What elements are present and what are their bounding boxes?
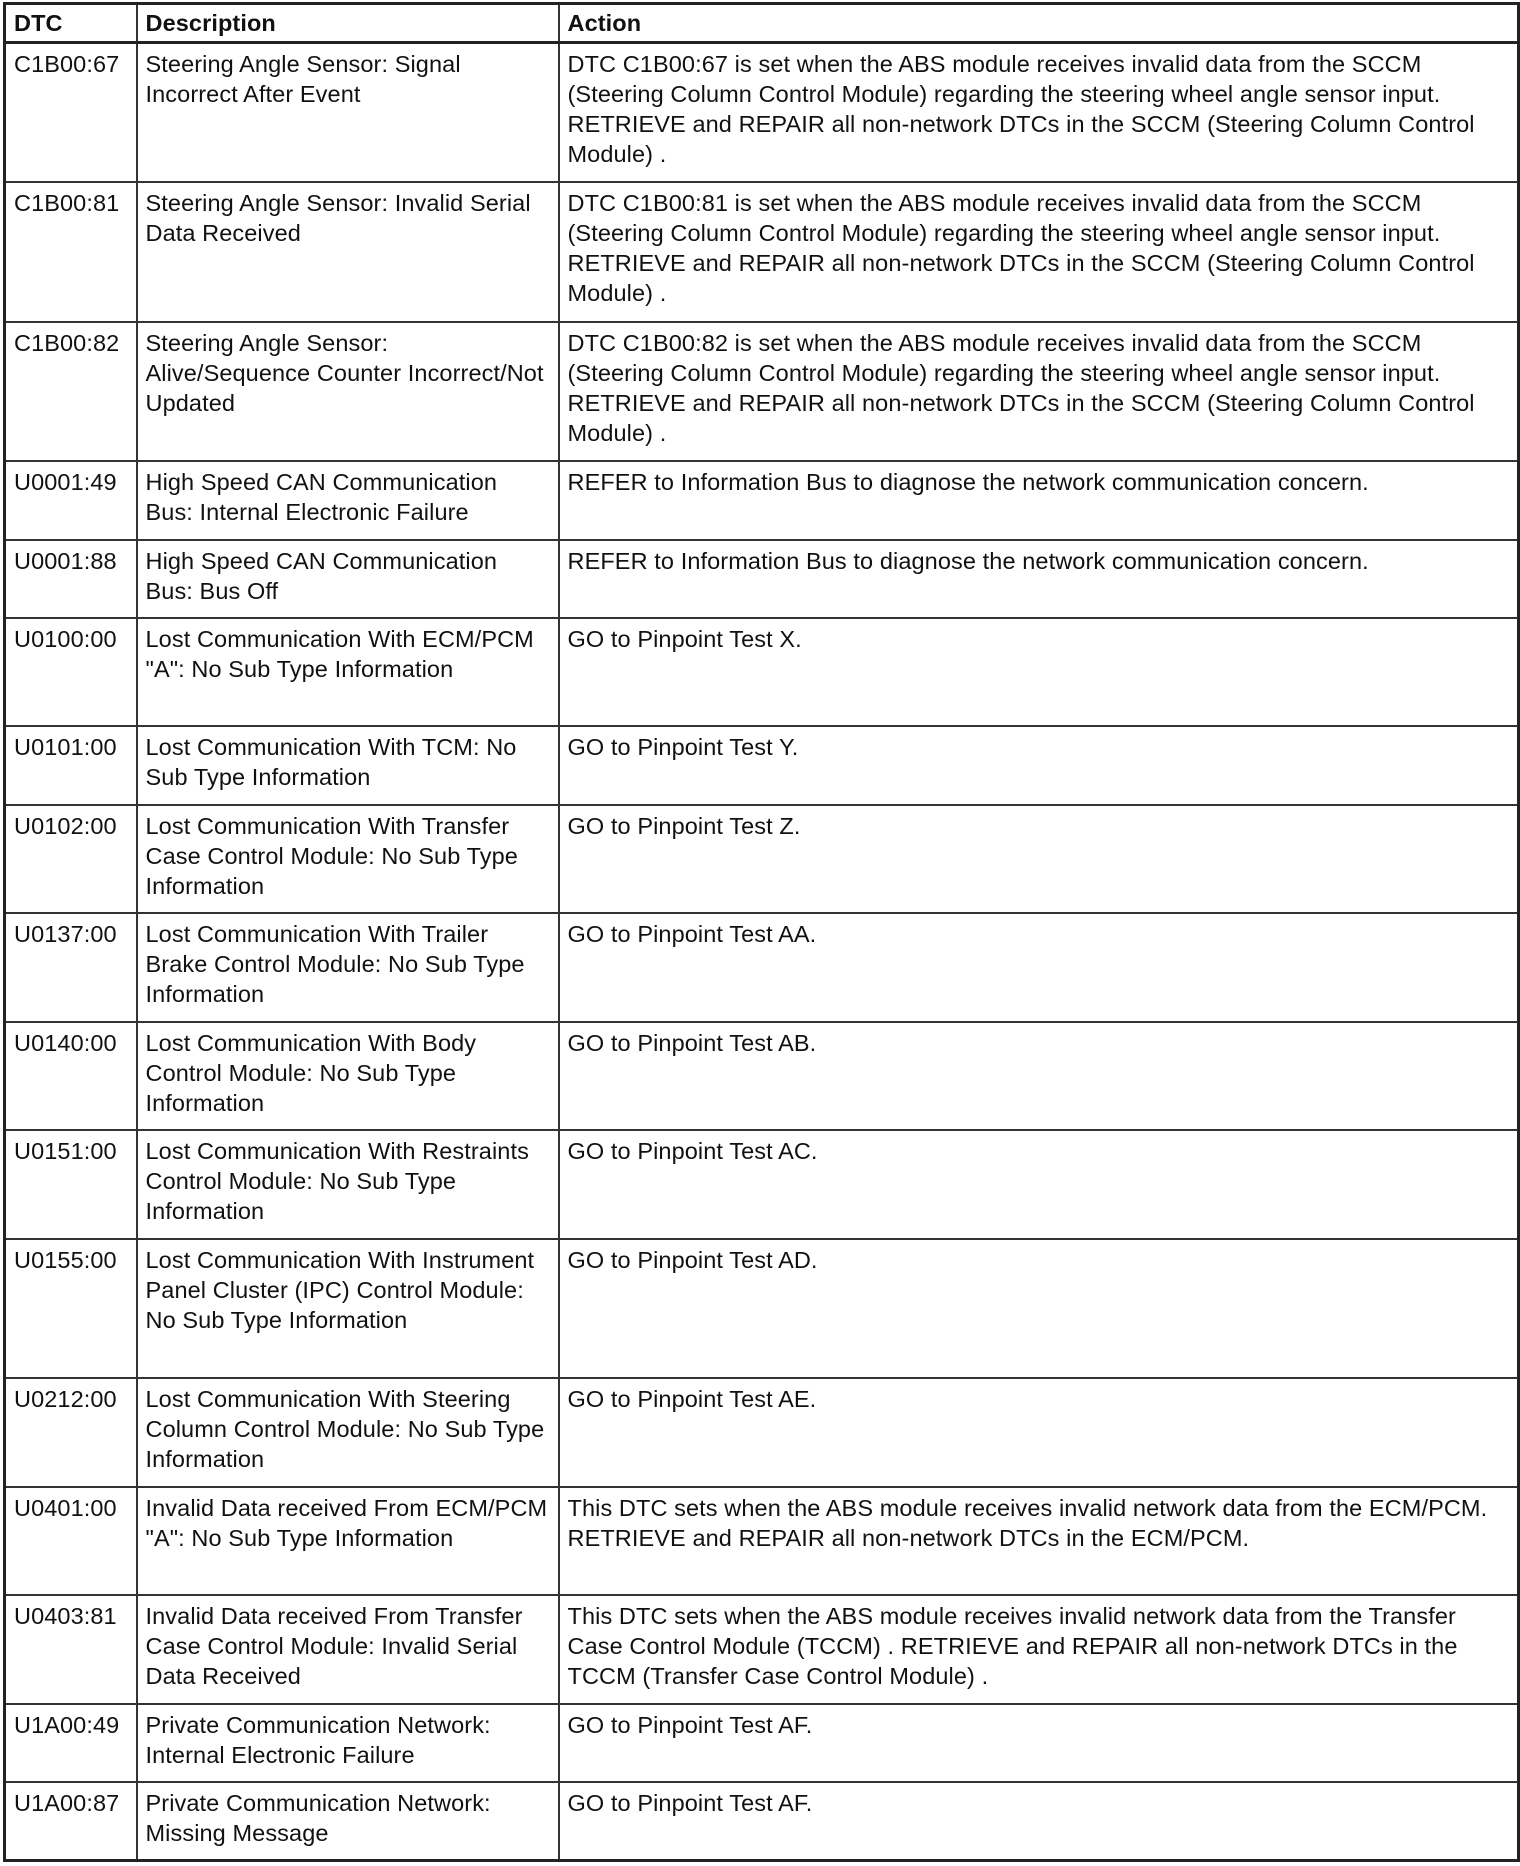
dtc-code: U0100:00 <box>5 618 137 726</box>
dtc-code: U0102:00 <box>5 805 137 913</box>
dtc-code: U1A00:49 <box>5 1704 137 1782</box>
dtc-action: GO to Pinpoint Test AF. <box>559 1782 1519 1860</box>
table-header-row <box>5 4 1519 43</box>
dtc-description: Lost Communication With Restraints Control Module: No Sub Type Information <box>137 1130 559 1238</box>
table-row <box>5 182 1519 322</box>
dtc-code: U0212:00 <box>5 1378 137 1486</box>
table-row <box>5 726 1519 804</box>
dtc-action: REFER to Information Bus to diagnose the network communication concern. <box>559 461 1519 539</box>
dtc-code: U0101:00 <box>5 726 137 804</box>
dtc-table <box>3 2 1520 1862</box>
dtc-action: GO to Pinpoint Test AF. <box>559 1704 1519 1782</box>
dtc-description: Lost Communication With TCM: No Sub Type Information <box>137 726 559 804</box>
dtc-action: GO to Pinpoint Test Y. <box>559 726 1519 804</box>
table-row <box>5 1704 1519 1782</box>
dtc-action: DTC C1B00:82 is set when the ABS module receives invalid data from the SCCM (Steering Column Control Module) regarding the steering wheel angle sensor input. RETRIEVE and REPAIR all non-network DTCs in the SCCM (Steering Column Control Module) . <box>559 322 1519 462</box>
table-row <box>5 1022 1519 1130</box>
dtc-action: GO to Pinpoint Test X. <box>559 618 1519 726</box>
dtc-description: Steering Angle Sensor: Invalid Serial Data Received <box>137 182 559 322</box>
dtc-description: Lost Communication With Body Control Module: No Sub Type Information <box>137 1022 559 1130</box>
dtc-code: U0401:00 <box>5 1487 137 1595</box>
column-header-action: Action <box>559 4 1519 43</box>
dtc-description: High Speed CAN Communication Bus: Bus Off <box>137 540 559 618</box>
dtc-description: Invalid Data received From Transfer Case Control Module: Invalid Serial Data Received <box>137 1595 559 1703</box>
dtc-action: DTC C1B00:67 is set when the ABS module receives invalid data from the SCCM (Steering Column Control Module) regarding the steering wheel angle sensor input. RETRIEVE and REPAIR all non-network DTCs in the SCCM (Steering Column Control Module) . <box>559 43 1519 183</box>
dtc-description: Lost Communication With Steering Column Control Module: No Sub Type Information <box>137 1378 559 1486</box>
table-row <box>5 1487 1519 1595</box>
dtc-description: Private Communication Network: Internal Electronic Failure <box>137 1704 559 1782</box>
dtc-description: Lost Communication With Transfer Case Control Module: No Sub Type Information <box>137 805 559 913</box>
table-row <box>5 540 1519 618</box>
table-row <box>5 1595 1519 1703</box>
dtc-description: Steering Angle Sensor: Alive/Sequence Counter Incorrect/Not Updated <box>137 322 559 462</box>
dtc-code: U0137:00 <box>5 913 137 1021</box>
dtc-document <box>3 2 1517 1862</box>
dtc-action: This DTC sets when the ABS module receives invalid network data from the ECM/PCM. RETRIEVE and REPAIR all non-network DTCs in the ECM/PCM. <box>559 1487 1519 1595</box>
table-row <box>5 1378 1519 1486</box>
dtc-action: DTC C1B00:81 is set when the ABS module receives invalid data from the SCCM (Steering Column Control Module) regarding the steering wheel angle sensor input. RETRIEVE and REPAIR all non-network DTCs in the SCCM (Steering Column Control Module) . <box>559 182 1519 322</box>
dtc-action: GO to Pinpoint Test AB. <box>559 1022 1519 1130</box>
dtc-code: C1B00:81 <box>5 182 137 322</box>
dtc-description: Invalid Data received From ECM/PCM "A": No Sub Type Information <box>137 1487 559 1595</box>
table-row <box>5 805 1519 913</box>
dtc-action: This DTC sets when the ABS module receives invalid network data from the Transfer Case Control Module (TCCM) . RETRIEVE and REPAIR all non-network DTCs in the TCCM (Transfer Case Control Module) . <box>559 1595 1519 1703</box>
dtc-code: U0155:00 <box>5 1239 137 1379</box>
column-header-description: Description <box>137 4 559 43</box>
dtc-description: Private Communication Network: Missing Message <box>137 1782 559 1860</box>
table-row <box>5 1782 1519 1860</box>
dtc-code: U0001:88 <box>5 540 137 618</box>
dtc-description: Steering Angle Sensor: Signal Incorrect After Event <box>137 43 559 183</box>
table-row <box>5 461 1519 539</box>
dtc-description: Lost Communication With Trailer Brake Control Module: No Sub Type Information <box>137 913 559 1021</box>
dtc-code: C1B00:67 <box>5 43 137 183</box>
dtc-code: U0151:00 <box>5 1130 137 1238</box>
dtc-description: High Speed CAN Communication Bus: Internal Electronic Failure <box>137 461 559 539</box>
dtc-description: Lost Communication With Instrument Panel Cluster (IPC) Control Module: No Sub Type Information <box>137 1239 559 1379</box>
table-row <box>5 43 1519 183</box>
table-row <box>5 618 1519 726</box>
dtc-action: REFER to Information Bus to diagnose the network communication concern. <box>559 540 1519 618</box>
table-row <box>5 1239 1519 1379</box>
dtc-action: GO to Pinpoint Test AD. <box>559 1239 1519 1379</box>
dtc-code: U1A00:87 <box>5 1782 137 1860</box>
dtc-code: U0001:49 <box>5 461 137 539</box>
dtc-code: C1B00:82 <box>5 322 137 462</box>
dtc-code: U0140:00 <box>5 1022 137 1130</box>
table-row <box>5 322 1519 462</box>
dtc-action: GO to Pinpoint Test AC. <box>559 1130 1519 1238</box>
dtc-code: U0403:81 <box>5 1595 137 1703</box>
column-header-dtc: DTC <box>5 4 137 43</box>
dtc-description: Lost Communication With ECM/PCM "A": No Sub Type Information <box>137 618 559 726</box>
dtc-action: GO to Pinpoint Test AE. <box>559 1378 1519 1486</box>
dtc-action: GO to Pinpoint Test AA. <box>559 913 1519 1021</box>
table-row <box>5 913 1519 1021</box>
table-row <box>5 1130 1519 1238</box>
dtc-action: GO to Pinpoint Test Z. <box>559 805 1519 913</box>
